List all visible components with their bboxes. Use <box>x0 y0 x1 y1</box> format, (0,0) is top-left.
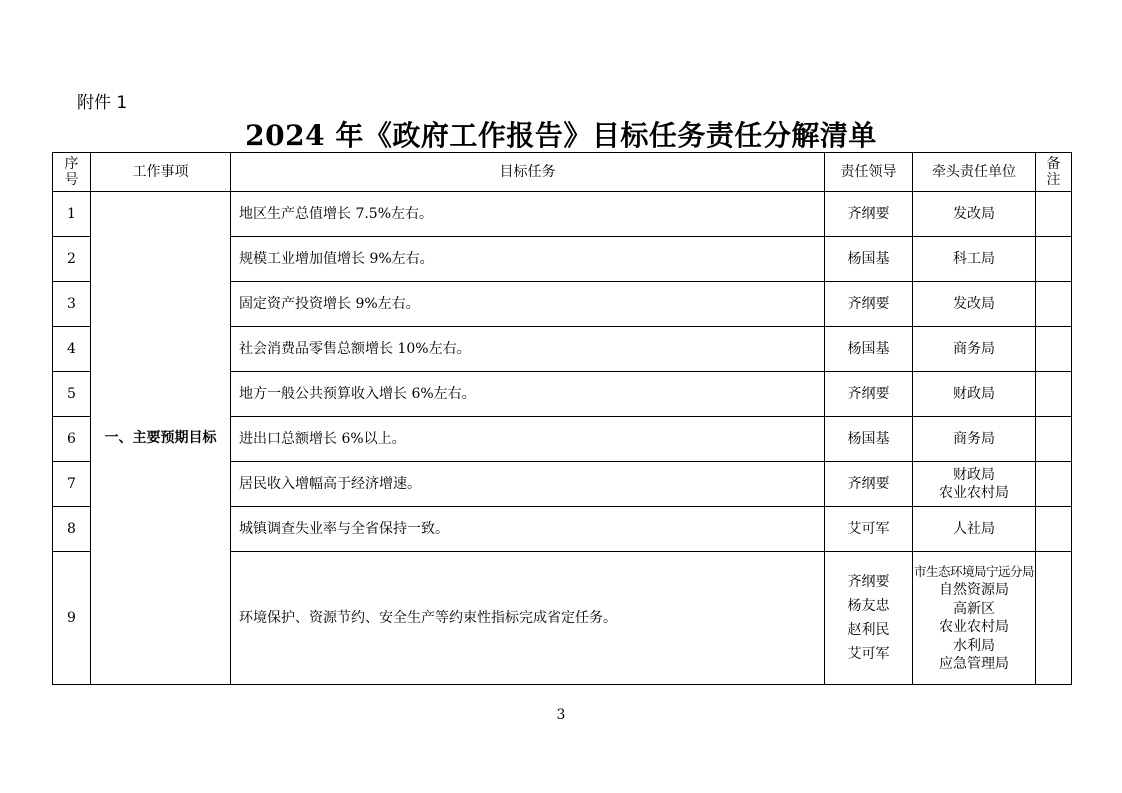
remark-cell <box>1036 552 1072 685</box>
task-cell: 居民收入增幅高于经济增速。 <box>231 462 825 507</box>
remark-cell <box>1036 462 1072 507</box>
page-number: 3 <box>556 707 566 723</box>
table-header-row <box>53 153 1072 192</box>
unit-cell: 发改局 <box>913 282 1036 327</box>
remark-cell <box>1036 237 1072 282</box>
leader-cell: 杨国基 <box>825 327 913 372</box>
leader-cell: 齐纲要 <box>825 462 913 507</box>
leader-name: 艾可军 <box>847 646 890 662</box>
unit-name: 财政局 <box>953 467 995 483</box>
leader-cell: 艾可军 <box>825 507 913 552</box>
task-cell: 固定资产投资增长 9%左右。 <box>231 282 825 327</box>
document-title: 2024 年《政府工作报告》目标任务责任分解清单 <box>245 119 877 152</box>
header-remark: 备 注 <box>1036 153 1072 192</box>
remark-cell <box>1036 507 1072 552</box>
header-unit: 牵头责任单位 <box>913 153 1036 192</box>
leader-cell: 齐纲要 <box>825 372 913 417</box>
remark-cell <box>1036 417 1072 462</box>
header-item: 工作事项 <box>91 153 231 192</box>
task-cell: 进出口总额增长 6%以上。 <box>231 417 825 462</box>
unit-name: 自然资源局 <box>939 582 1009 598</box>
unit-name: 农业农村局 <box>939 485 1009 501</box>
row-number: 1 <box>53 192 91 237</box>
leader-cell: 杨国基 <box>825 417 913 462</box>
unit-cell <box>913 462 1036 507</box>
leader-cell <box>825 552 913 685</box>
leader-name: 赵利民 <box>847 622 890 638</box>
remark-cell <box>1036 372 1072 417</box>
row-number: 2 <box>53 237 91 282</box>
unit-cell <box>913 552 1036 685</box>
task-cell: 环境保护、资源节约、安全生产等约束性指标完成省定任务。 <box>231 552 825 685</box>
unit-cell: 商务局 <box>913 327 1036 372</box>
row-number: 3 <box>53 282 91 327</box>
unit-name: 市生态环境局宁远分局 <box>913 563 1034 579</box>
unit-cell: 发改局 <box>913 192 1036 237</box>
header-leader: 责任领导 <box>825 153 913 192</box>
task-table <box>52 152 1072 685</box>
row-number: 7 <box>53 462 91 507</box>
leader-name: 齐纲要 <box>847 574 890 590</box>
unit-cell: 科工局 <box>913 237 1036 282</box>
unit-name: 应急管理局 <box>939 656 1009 672</box>
header-task: 目标任务 <box>231 153 825 192</box>
row-number: 6 <box>53 417 91 462</box>
leader-cell: 杨国基 <box>825 237 913 282</box>
row-number: 8 <box>53 507 91 552</box>
task-cell: 地方一般公共预算收入增长 6%左右。 <box>231 372 825 417</box>
unit-cell: 商务局 <box>913 417 1036 462</box>
unit-name: 水利局 <box>953 637 995 654</box>
unit-name: 农业农村局 <box>939 619 1009 635</box>
unit-cell: 人社局 <box>913 507 1036 552</box>
table-row <box>53 192 1072 237</box>
remark-cell <box>1036 327 1072 372</box>
remark-cell <box>1036 282 1072 327</box>
unit-cell: 财政局 <box>913 372 1036 417</box>
task-cell: 城镇调查失业率与全省保持一致。 <box>231 507 825 552</box>
row-number: 5 <box>53 372 91 417</box>
task-cell: 社会消费品零售总额增长 10%左右。 <box>231 327 825 372</box>
header-seq: 序 号 <box>53 153 91 192</box>
row-number: 9 <box>53 552 91 685</box>
task-cell: 规模工业增加值增长 9%左右。 <box>231 237 825 282</box>
attachment-label: 附件 1 <box>77 93 128 113</box>
leader-cell: 齐纲要 <box>825 282 913 327</box>
row-number: 4 <box>53 327 91 372</box>
remark-cell <box>1036 192 1072 237</box>
task-cell: 地区生产总值增长 7.5%左右。 <box>231 192 825 237</box>
leader-cell: 齐纲要 <box>825 192 913 237</box>
unit-name: 高新区 <box>953 600 995 617</box>
category-cell: 一、主要预期目标 <box>91 192 231 685</box>
leader-name: 杨友忠 <box>847 598 890 614</box>
